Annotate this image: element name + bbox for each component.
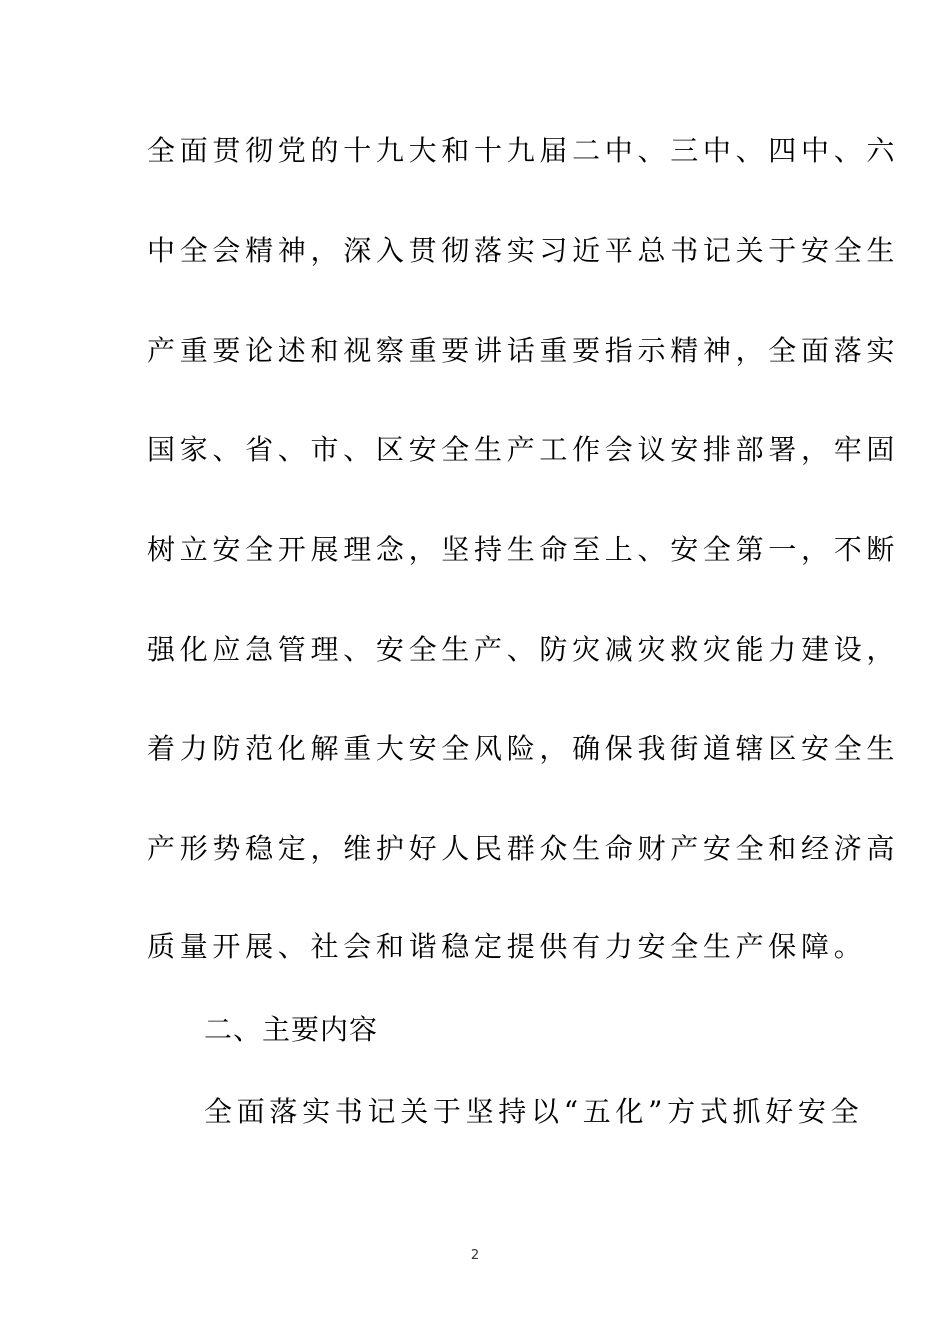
body-text-line-3: 产重要论述和视察重要讲话重要指示精神，全面落实 — [147, 334, 900, 367]
section-heading: 二、主要内容 — [204, 1013, 379, 1046]
body-text-line-8: 产形势稳定，维护好人民群众生命财产安全和经济高 — [147, 832, 900, 865]
body-text-line-2: 中全会精神，深入贯彻落实习近平总书记关于安全生 — [147, 234, 900, 267]
body-text-line-9: 质量开展、社会和谐稳定提供有力安全生产保障。 — [147, 930, 867, 963]
body-text-line-4: 国家、省、市、区安全生产工作会议安排部署，牢固 — [147, 433, 900, 466]
body-text-line-6: 强化应急管理、安全生产、防灾减灾救灾能力建设， — [147, 633, 900, 666]
body-text-line-1: 全面贯彻党的十九大和十九届二中、三中、四中、六 — [147, 134, 900, 167]
body-text-line-5: 树立安全开展理念，坚持生命至上、安全第一，不断 — [147, 533, 900, 566]
page-number: 2 — [470, 1248, 480, 1263]
body-text-line-7: 着力防范化解重大安全风险，确保我街道辖区安全生 — [147, 732, 900, 765]
paragraph-start-line: 全面落实书记关于坚持以“五化”方式抓好安全 — [204, 1095, 864, 1128]
